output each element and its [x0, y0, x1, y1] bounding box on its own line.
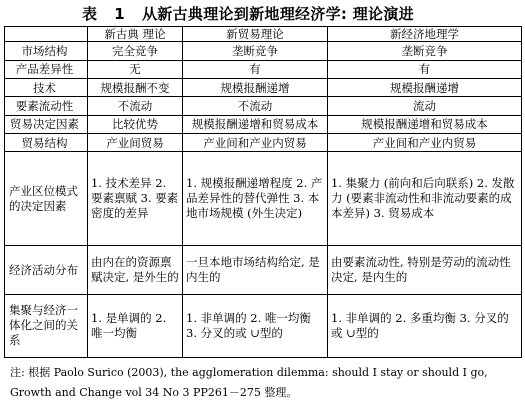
row-label: 经济活动分布	[5, 245, 88, 294]
table-row	[5, 245, 522, 294]
table-cell: 垄断竞争	[183, 42, 328, 60]
table-row	[5, 133, 522, 151]
table-number: 表 1	[82, 5, 131, 23]
table-cell: 产业间和产业内贸易	[183, 133, 328, 151]
row-label: 集聚与经济一体化之间的关系	[5, 294, 88, 357]
table-row	[5, 115, 522, 133]
row-label: 产业区位模式的决定因素	[5, 152, 88, 246]
table-cell: 规模报酬递增和贸易成本	[183, 115, 328, 133]
table-cell: 1. 技术差异 2. 要素禀赋 3. 要素密度的差异	[88, 152, 183, 246]
header-cell-new-economic-geography: 新经济地理学	[328, 27, 522, 42]
table-cell: 流动	[328, 97, 522, 115]
table-cell: 有	[183, 60, 328, 78]
table-cell: 1. 规模报酬递增程度 2. 产品差异性的替代弹性 3. 本地市场规模 (外生决定)	[183, 152, 328, 246]
header-cell-new-trade: 新贸易理论	[183, 27, 328, 42]
table-cell: 有	[328, 60, 522, 78]
header-cell-neoclassical: 新古典 理论	[88, 27, 183, 42]
row-label: 要素流动性	[5, 97, 88, 115]
table-row	[5, 294, 522, 357]
table-row	[5, 78, 522, 96]
table-cell: 由要素流动性, 特别是劳动的流动性决定, 是内生的	[328, 245, 522, 294]
table-cell: 产业间贸易	[88, 133, 183, 151]
table-cell: 无	[88, 60, 183, 78]
table-cell: 1. 是单调的 2. 唯一均衡	[88, 294, 183, 357]
table-cell: 比较优势	[88, 115, 183, 133]
note-line-2: Growth and Change vol 34 No 3 PP261－275 整理。	[10, 386, 298, 399]
header-cell-empty	[5, 27, 88, 42]
table-cell: 规模报酬不变	[88, 78, 183, 96]
table-cell: 一旦本地市场结构给定, 是内生的	[183, 245, 328, 294]
comparison-table	[4, 26, 522, 358]
table-cell: 1. 集聚力 (前向和后向联系) 2. 发散力 (要素非流动性和非流动要素的成本差异) 3. 贸易成本	[328, 152, 522, 246]
table-header-row	[5, 27, 522, 42]
table-cell: 产业间和产业内贸易	[328, 133, 522, 151]
table-cell: 不流动	[183, 97, 328, 115]
row-label: 贸易决定因素	[5, 115, 88, 133]
row-label: 技术	[5, 78, 88, 96]
table-row	[5, 97, 522, 115]
table-cell: 垄断竞争	[328, 42, 522, 60]
table-source-note	[10, 363, 520, 403]
table-title-text: 从新古典理论到新地理经济学: 理论演进	[142, 5, 414, 23]
table-cell: 规模报酬递增和贸易成本	[328, 115, 522, 133]
table-row	[5, 60, 522, 78]
table-row	[5, 42, 522, 60]
table-cell: 规模报酬递增	[328, 78, 522, 96]
table-cell: 由内在的资源禀赋决定, 是外生的	[88, 245, 183, 294]
table-cell: 1. 非单调的 2. 唯一均衡 3. 分叉的或 ∪型的	[183, 294, 328, 357]
table-cell: 1. 非单调的 2. 多重均衡 3. 分叉的或 ∪型的	[328, 294, 522, 357]
note-line-1: 注: 根据 Paolo Surico (2003), the agglomeration dilemma: should I stay or should I go,	[10, 366, 488, 379]
table-cell: 完全竞争	[88, 42, 183, 60]
row-label: 市场结构	[5, 42, 88, 60]
table-title	[0, 2, 525, 26]
table-cell: 规模报酬递增	[183, 78, 328, 96]
row-label: 产品差异性	[5, 60, 88, 78]
table-row	[5, 152, 522, 246]
row-label: 贸易结构	[5, 133, 88, 151]
table-cell: 不流动	[88, 97, 183, 115]
